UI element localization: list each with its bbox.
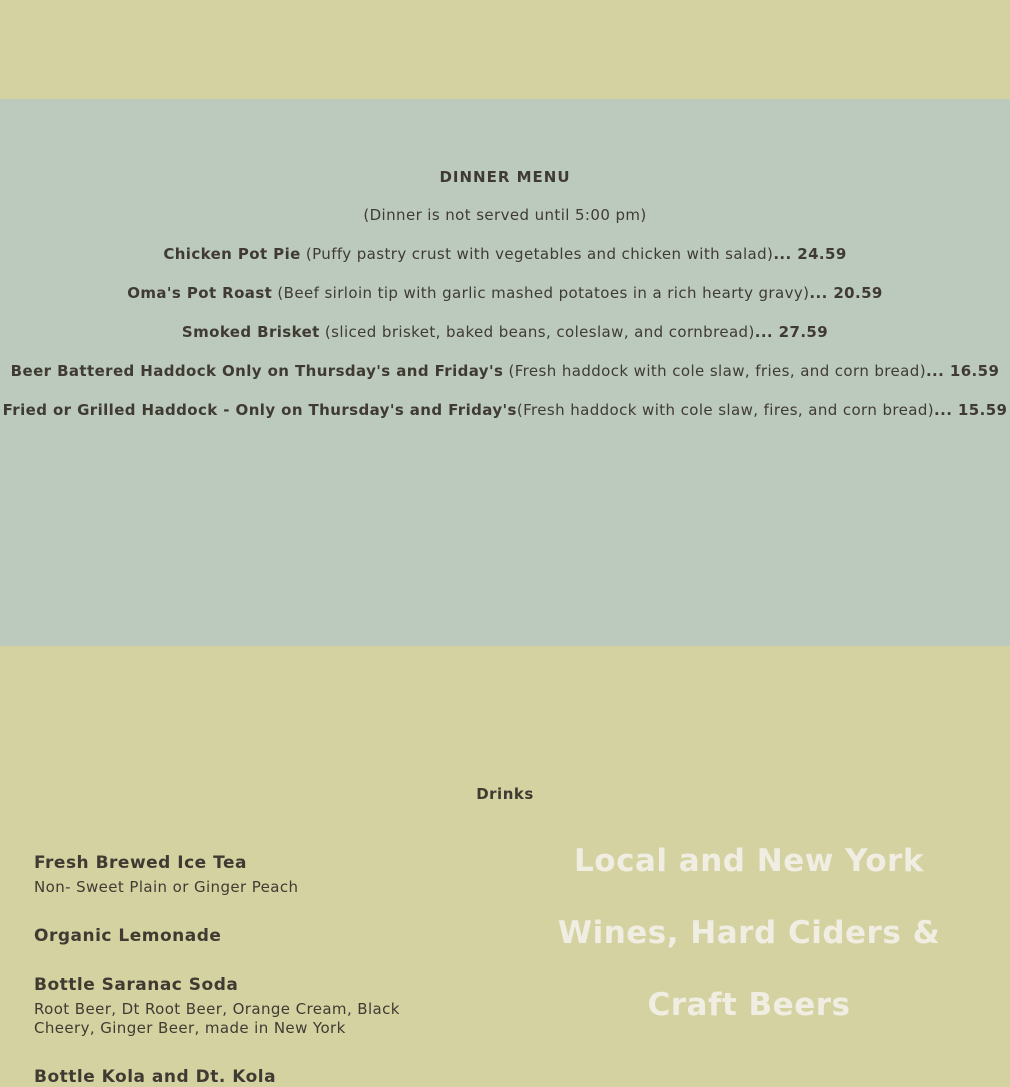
dinner-item-beer-battered-haddock — [0, 362, 1010, 380]
dinner-item-name: Smoked Brisket — [181, 323, 320, 341]
dinner-item-smoked-brisket — [0, 323, 1010, 341]
drink-name-kola: Bottle Kola and Dt. Kola — [34, 1067, 277, 1087]
dinner-item-fried-grilled-haddock — [0, 401, 1010, 419]
dinner-menu-title: DINNER MENU — [439, 168, 571, 186]
drink-name-lemonade: Organic Lemonade — [34, 926, 222, 946]
dinner-item-description: (sliced brisket, baked beans, coleslaw, and cornbread) — [319, 323, 755, 341]
top-section — [0, 0, 1010, 99]
dinner-time-note: (Dinner is not served until 5:00 pm) — [363, 206, 647, 224]
drink-name-ice-tea: Fresh Brewed Ice Tea — [34, 853, 247, 873]
dinner-item-price: ... 20.59 — [809, 284, 883, 302]
drink-description-ice-tea: Non- Sweet Plain or Ginger Peach — [34, 878, 299, 896]
dinner-item-price: ... 27.59 — [754, 323, 829, 341]
dinner-item-description: (Beef sirloin tip with garlic mashed potatoes in a rich hearty gravy) — [272, 284, 810, 302]
dinner-item-description: (Puffy pastry crust with vegetables and chicken with salad) — [300, 245, 774, 263]
drinks-title: Drinks — [476, 785, 534, 803]
dinner-item-price: ... 24.59 — [773, 245, 847, 263]
dinner-item-name: Beer Battered Haddock Only on Thursday's and Friday's — [10, 362, 504, 380]
dinner-item-description: (Fresh haddock with cole slaw, fries, and corn bread) — [503, 362, 926, 380]
promo-line-beers: Craft Beers — [647, 987, 851, 1023]
dinner-item-name: Oma's Pot Roast — [127, 284, 273, 302]
dinner-item-pot-roast — [0, 284, 1010, 302]
dinner-item-price: ... 16.59 — [925, 362, 1000, 380]
dinner-item-description: (Fresh haddock with cole slaw, fires, and corn bread) — [516, 401, 934, 419]
dinner-item-name: Fried or Grilled Haddock - Only on Thursday's and Friday's — [2, 401, 517, 419]
drink-description-saranac-soda: Root Beer, Dt Root Beer, Orange Cream, Black Cheery, Ginger Beer, made in New York — [34, 1000, 400, 1037]
dinner-item-name: Chicken Pot Pie — [163, 245, 301, 263]
promo-line-wines: Wines, Hard Ciders & — [557, 915, 941, 951]
promo-line-local: Local and New York — [574, 843, 924, 879]
drink-name-saranac-soda: Bottle Saranac Soda — [34, 975, 239, 995]
dinner-item-chicken-pot-pie — [0, 245, 1010, 263]
dinner-item-price: ... 15.59 — [934, 401, 1008, 419]
